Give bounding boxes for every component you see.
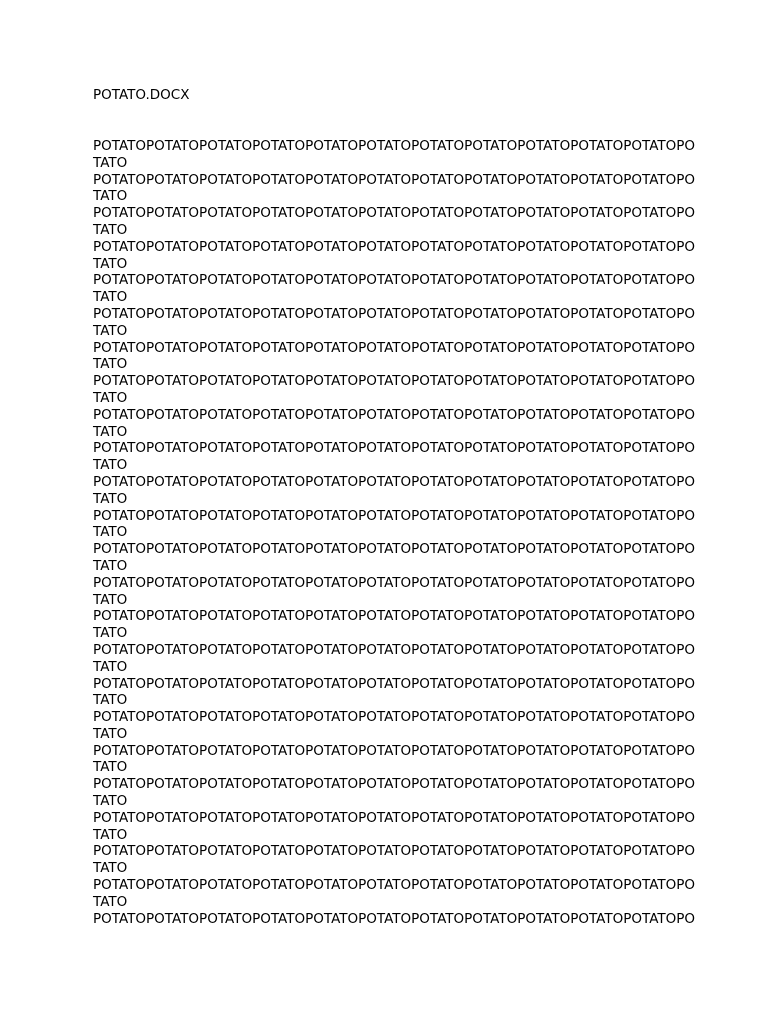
- document-text-line: POTATOPOTATOPOTATOPOTATOPOTATOPOTATOPOTATOPOTATOPOTATOPOTATOPOTATOPO: [93, 541, 696, 558]
- document-text-line: TATO: [93, 692, 128, 709]
- document-text-line: POTATOPOTATOPOTATOPOTATOPOTATOPOTATOPOTATOPOTATOPOTATOPOTATOPOTATOPO: [93, 608, 696, 625]
- document-text-line: POTATOPOTATOPOTATOPOTATOPOTATOPOTATOPOTATOPOTATOPOTATOPOTATOPOTATOPO: [93, 877, 696, 894]
- document-text-line: TATO: [93, 826, 128, 843]
- document-text-line: POTATOPOTATOPOTATOPOTATOPOTATOPOTATOPOTATOPOTATOPOTATOPOTATOPOTATOPO: [93, 171, 696, 188]
- document-text-line: TATO: [93, 457, 128, 474]
- document-text-line: TATO: [93, 591, 128, 608]
- document-text-line: TATO: [93, 490, 128, 507]
- document-text-line: TATO: [93, 725, 128, 742]
- document-text-line: POTATOPOTATOPOTATOPOTATOPOTATOPOTATOPOTATOPOTATOPOTATOPOTATOPOTATOPO: [93, 776, 696, 793]
- document-text-line: POTATOPOTATOPOTATOPOTATOPOTATOPOTATOPOTATOPOTATOPOTATOPOTATOPOTATOPO: [93, 641, 696, 658]
- document-text-line: POTATOPOTATOPOTATOPOTATOPOTATOPOTATOPOTATOPOTATOPOTATOPOTATOPOTATOPO: [93, 339, 696, 356]
- document-text-line: TATO: [93, 322, 128, 339]
- document-text-line: TATO: [93, 423, 128, 440]
- document-body: [93, 138, 696, 927]
- document-text-line: POTATOPOTATOPOTATOPOTATOPOTATOPOTATOPOTATOPOTATOPOTATOPOTATOPOTATOPO: [93, 473, 696, 490]
- document-text-line: POTATOPOTATOPOTATOPOTATOPOTATOPOTATOPOTATOPOTATOPOTATOPOTATOPOTATOPO: [93, 305, 696, 322]
- document-text-line: POTATOPOTATOPOTATOPOTATOPOTATOPOTATOPOTATOPOTATOPOTATOPOTATOPOTATOPO: [93, 675, 696, 692]
- document-text-line: POTATOPOTATOPOTATOPOTATOPOTATOPOTATOPOTATOPOTATOPOTATOPOTATOPOTATOPO: [93, 238, 696, 255]
- document-text-line: TATO: [93, 860, 128, 877]
- document-text-line: TATO: [93, 255, 128, 272]
- document-text-line: TATO: [93, 356, 128, 373]
- document-text-line: TATO: [93, 658, 128, 675]
- document-text-line: POTATOPOTATOPOTATOPOTATOPOTATOPOTATOPOTATOPOTATOPOTATOPOTATOPOTATOPO: [93, 709, 696, 726]
- document-text-line: TATO: [93, 557, 128, 574]
- document-text-line: POTATOPOTATOPOTATOPOTATOPOTATOPOTATOPOTATOPOTATOPOTATOPOTATOPOTATOPO: [93, 440, 696, 457]
- document-text-line: TATO: [93, 793, 128, 810]
- document-text-line: TATO: [93, 289, 128, 306]
- document-text-line: POTATOPOTATOPOTATOPOTATOPOTATOPOTATOPOTATOPOTATOPOTATOPOTATOPOTATOPO: [93, 373, 696, 390]
- document-text-line: POTATOPOTATOPOTATOPOTATOPOTATOPOTATOPOTATOPOTATOPOTATOPOTATOPOTATOPO: [93, 742, 696, 759]
- document-text-line: POTATOPOTATOPOTATOPOTATOPOTATOPOTATOPOTATOPOTATOPOTATOPOTATOPOTATOPO: [93, 205, 696, 222]
- document-text-line: TATO: [93, 154, 128, 171]
- document-text-line: POTATOPOTATOPOTATOPOTATOPOTATOPOTATOPOTATOPOTATOPOTATOPOTATOPOTATOPO: [93, 910, 696, 927]
- document-text-line: TATO: [93, 221, 128, 238]
- document-text-line: TATO: [93, 893, 128, 910]
- document-text-line: TATO: [93, 759, 128, 776]
- document-text-line: POTATOPOTATOPOTATOPOTATOPOTATOPOTATOPOTATOPOTATOPOTATOPOTATOPOTATOPO: [93, 406, 696, 423]
- document-text-line: POTATOPOTATOPOTATOPOTATOPOTATOPOTATOPOTATOPOTATOPOTATOPOTATOPOTATOPO: [93, 507, 696, 524]
- document-text-line: TATO: [93, 389, 128, 406]
- document-text-line: TATO: [93, 188, 128, 205]
- document-text-line: POTATOPOTATOPOTATOPOTATOPOTATOPOTATOPOTATOPOTATOPOTATOPOTATOPOTATOPO: [93, 843, 696, 860]
- document-text-line: POTATOPOTATOPOTATOPOTATOPOTATOPOTATOPOTATOPOTATOPOTATOPOTATOPOTATOPO: [93, 809, 696, 826]
- document-text-line: POTATOPOTATOPOTATOPOTATOPOTATOPOTATOPOTATOPOTATOPOTATOPOTATOPOTATOPO: [93, 574, 696, 591]
- document-text-line: POTATOPOTATOPOTATOPOTATOPOTATOPOTATOPOTATOPOTATOPOTATOPOTATOPOTATOPO: [93, 138, 696, 154]
- document-title: POTATO.DOCX: [93, 87, 190, 103]
- document-text-line: TATO: [93, 524, 128, 541]
- document-text-line: TATO: [93, 625, 128, 642]
- document-text-line: POTATOPOTATOPOTATOPOTATOPOTATOPOTATOPOTATOPOTATOPOTATOPOTATOPOTATOPO: [93, 272, 696, 289]
